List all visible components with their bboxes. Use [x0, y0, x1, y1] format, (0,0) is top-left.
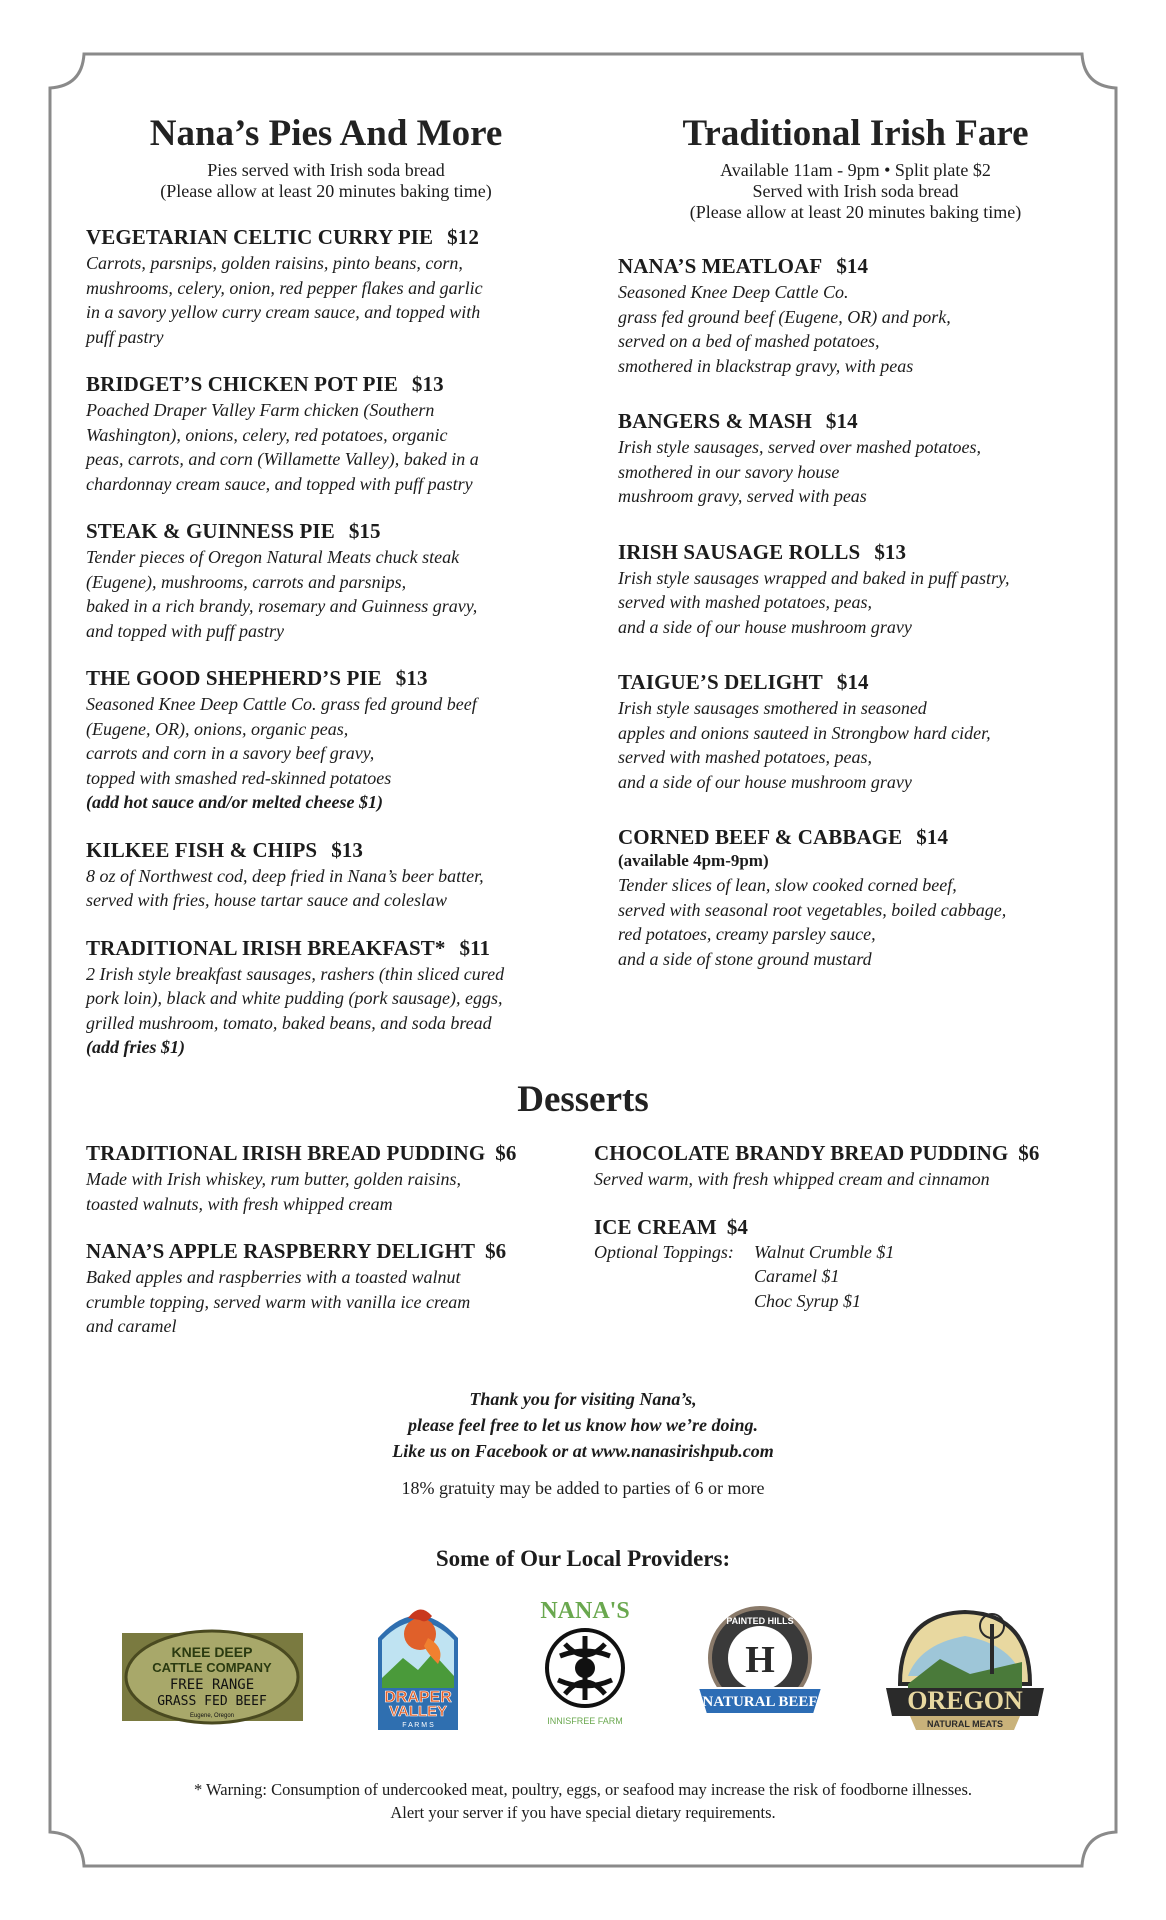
desc-line: and topped with puff pastry — [86, 620, 284, 641]
desc-line: mushrooms, celery, onion, red pepper flakes and garlic — [86, 277, 483, 298]
desc-line: carrots and corn in a savory beef gravy, — [86, 743, 375, 763]
item-description — [618, 696, 1093, 794]
logo-text: VALLEY — [388, 1703, 448, 1720]
item-price: $15 — [348, 519, 381, 543]
desc-line: 8 oz of Northwest cod, deep fried in Nana’s beer batter, — [86, 865, 484, 886]
item-name: IRISH SAUSAGE ROLLS — [618, 539, 861, 564]
topping-row — [594, 1289, 1094, 1314]
item-name: VEGETARIAN CELTIC CURRY PIE — [86, 225, 434, 249]
menu-item — [618, 253, 1093, 378]
item-description — [86, 545, 566, 643]
item-name: TAIGUE’S DELIGHT — [618, 670, 823, 694]
topping: Caramel $1 — [754, 1266, 840, 1286]
draper-valley-logo — [368, 1598, 468, 1738]
desc-line: pork loin), black and white pudding (pork sausage), eggs, — [86, 988, 503, 1008]
desc-line: baked in a rich brandy, rosemary and Guinness gravy, — [86, 596, 478, 616]
desc-line: in a savory yellow curry cream sauce, and topped with — [86, 302, 481, 322]
item-description — [618, 280, 1093, 378]
subtitle-line: Served with Irish soda bread — [752, 181, 959, 201]
item-title — [86, 935, 566, 961]
desc-line: smothered in blackstrap gravy, with peas — [618, 355, 914, 376]
desc-line: and a side of our house mushroom gravy — [618, 616, 912, 637]
item-title — [618, 824, 1093, 850]
menu-item — [86, 1140, 586, 1216]
desc-line: topped with smashed red-skinned potatoes — [86, 767, 392, 788]
item-price: $13 — [395, 666, 428, 690]
topping-row — [594, 1264, 1094, 1289]
food-safety-warning — [0, 1778, 1166, 1824]
item-description — [86, 962, 566, 1060]
item-title — [594, 1214, 1094, 1240]
item-title — [86, 837, 566, 863]
desc-line: Irish style sausages, served over mashed potatoes, — [618, 437, 981, 457]
logo-text: OREGON — [907, 1686, 1023, 1715]
menu-item — [86, 1238, 586, 1339]
menu-item — [86, 371, 566, 496]
item-name: THE GOOD SHEPHERD’S PIE — [86, 666, 382, 690]
desc-line: Tender slices of lean, slow cooked corned beef, — [618, 875, 957, 895]
desserts-left-column — [86, 1120, 586, 1339]
desc-line: Made with Irish whiskey, rum butter, golden raisins, — [86, 1169, 461, 1189]
logo-text: F A R M S — [402, 1722, 434, 1729]
logo-text: NATURAL BEEF — [702, 1694, 818, 1710]
topping: Walnut Crumble $1 — [754, 1241, 895, 1262]
item-title — [618, 253, 1093, 279]
desc-line: Washington), onions, celery, red potatoes, organic — [86, 424, 448, 445]
provider-logos — [0, 1592, 1166, 1742]
desc-line: puff pastry — [86, 326, 164, 347]
item-name: TRADITIONAL IRISH BREAKFAST* — [86, 935, 446, 960]
logo-text: Eugene, Oregon — [189, 1713, 235, 1719]
item-name: TRADITIONAL IRISH BREAD PUDDING — [86, 1141, 486, 1165]
irish-fare-section — [618, 112, 1093, 971]
thanks-line: please feel free to let us know how we’re doing. — [408, 1415, 758, 1435]
item-name: CORNED BEEF & CABBAGE — [618, 825, 903, 849]
item-title — [86, 518, 566, 544]
subtitle-line: (Please allow at least 20 minutes baking time) — [160, 181, 492, 201]
item-note: (add fries $1) — [86, 1037, 185, 1057]
oregon-natural-meats-logo — [880, 1604, 1050, 1734]
desc-line: Seasoned Knee Deep Cattle Co. grass fed ground beef — [86, 694, 477, 714]
menu-item — [594, 1214, 1094, 1314]
menu-item — [86, 837, 566, 913]
desc-line: served with mashed potatoes, peas, — [618, 747, 872, 767]
item-title — [86, 1140, 586, 1166]
item-description — [86, 398, 566, 496]
item-price: $11 — [459, 935, 491, 960]
item-price: $12 — [447, 225, 479, 249]
irish-fare-subtitle — [618, 160, 1093, 223]
topping-row — [594, 1240, 1094, 1265]
knee-deep-cattle-logo — [120, 1627, 305, 1727]
subtitle-line: (Please allow at least 20 minutes baking time) — [689, 202, 1022, 222]
item-title — [618, 539, 1093, 565]
item-description — [86, 1167, 586, 1216]
desc-line: peas, carrots, and corn (Willamette Valley), baked in a — [86, 449, 479, 469]
pies-subtitle — [86, 160, 566, 202]
desc-line: (Eugene, OR), onions, organic peas, — [86, 718, 349, 739]
item-price: $14 — [916, 825, 949, 849]
gratuity-note: 18% gratuity may be added to parties of 6 or more — [401, 1478, 765, 1498]
item-price: $6 — [1018, 1141, 1040, 1165]
item-price: $13 — [874, 539, 907, 564]
menu-item — [86, 935, 566, 1060]
desc-line: red potatoes, creamy parsley sauce, — [618, 924, 876, 944]
item-price: $14 — [825, 409, 858, 433]
desc-line: grilled mushroom, tomato, baked beans, and soda bread — [86, 1012, 492, 1033]
menu-item — [618, 408, 1093, 509]
item-description — [86, 692, 566, 815]
desc-line: mushroom gravy, served with peas — [618, 486, 867, 506]
menu-item — [618, 824, 1093, 971]
item-price: $14 — [836, 254, 869, 278]
providers-title: Some of Our Local Providers: — [435, 1546, 731, 1571]
item-name: NANA’S MEATLOAF — [618, 254, 823, 278]
item-description — [86, 251, 566, 349]
desc-line: Irish style sausages smothered in seasoned — [618, 698, 927, 718]
thanks-line: Thank you for visiting Nana’s, — [469, 1389, 697, 1409]
desc-line: and caramel — [86, 1316, 177, 1336]
item-name: STEAK & GUINNESS PIE — [86, 519, 335, 543]
item-title — [86, 665, 566, 691]
desc-line: served with mashed potatoes, peas, — [618, 592, 872, 612]
ice-cream-toppings — [594, 1240, 1094, 1314]
irish-fare-title: Traditional Irish Fare — [682, 113, 1029, 154]
subtitle-line: Pies served with Irish soda bread — [207, 160, 445, 180]
item-name: NANA’S APPLE RASPBERRY DELIGHT — [86, 1239, 476, 1263]
item-price: $13 — [331, 837, 364, 862]
logo-text: INNISFREE FARM — [547, 1716, 623, 1726]
logo-text: FREE RANGE — [169, 1677, 255, 1693]
item-description — [86, 1265, 586, 1339]
pies-section — [86, 112, 566, 1060]
item-description — [594, 1167, 1094, 1192]
desc-line: smothered in our savory house — [618, 461, 840, 482]
menu-item — [618, 539, 1093, 640]
painted-hills-logo — [690, 1602, 830, 1732]
desc-line: served with fries, house tartar sauce and coleslaw — [86, 890, 447, 910]
logo-text: PAINTED HILLS — [726, 1616, 794, 1626]
logo-text: NANA'S — [540, 1598, 630, 1624]
item-price: $6 — [485, 1239, 507, 1263]
item-name: ICE CREAM — [594, 1214, 717, 1239]
desc-line: Tender pieces of Oregon Natural Meats chuck steak — [86, 547, 460, 567]
item-price: $4 — [726, 1214, 749, 1239]
item-title — [86, 224, 566, 250]
item-title — [594, 1140, 1094, 1166]
menu-item — [86, 665, 566, 815]
desc-line: crumble topping, served warm with vanilla ice cream — [86, 1291, 471, 1312]
svg-text:H: H — [745, 1639, 775, 1681]
item-description — [618, 435, 1093, 509]
topping: Choc Syrup $1 — [754, 1290, 861, 1311]
desc-line: Poached Draper Valley Farm chicken (Southern — [86, 400, 435, 420]
logo-text: CATTLE COMPANY — [152, 1660, 272, 1675]
desc-line: Served warm, with fresh whipped cream and cinnamon — [594, 1169, 990, 1189]
logo-text: KNEE DEEP — [171, 1644, 253, 1660]
desc-line: Carrots, parsnips, golden raisins, pinto beans, corn, — [86, 253, 463, 273]
desc-line: and a side of our house mushroom gravy — [618, 771, 912, 792]
item-name: CHOCOLATE BRANDY BREAD PUDDING — [594, 1141, 1009, 1165]
desc-line: Baked apples and raspberries with a toasted walnut — [86, 1267, 461, 1287]
item-description — [618, 873, 1093, 971]
desc-line: apples and onions sauteed in Strongbow hard cider, — [618, 722, 991, 743]
desc-line: and a side of stone ground mustard — [618, 948, 872, 969]
desc-line: Irish style sausages wrapped and baked in puff pastry, — [618, 567, 1010, 588]
item-title — [618, 669, 1093, 695]
item-name: KILKEE FISH & CHIPS — [86, 837, 318, 862]
item-price: $6 — [495, 1141, 517, 1165]
item-description — [86, 864, 566, 913]
desc-line: chardonnay cream sauce, and topped with puff pastry — [86, 473, 473, 494]
subtitle-line: Available 11am - 9pm • Split plate $2 — [720, 160, 991, 180]
nanas-innisfree-logo — [530, 1596, 640, 1736]
desc-line: toasted walnuts, with fresh whipped cream — [86, 1193, 393, 1214]
item-title — [86, 371, 566, 397]
item-title — [618, 408, 1093, 434]
item-price: $14 — [836, 670, 869, 694]
desc-line: 2 Irish style breakfast sausages, rashers (thin sliced cured — [86, 963, 505, 984]
logo-text: NATURAL MEATS — [927, 1719, 1003, 1729]
menu-item — [594, 1140, 1094, 1192]
desc-line: grass fed ground beef (Eugene, OR) and pork, — [618, 306, 951, 327]
logo-text: GRASS FED BEEF — [157, 1694, 267, 1709]
item-name: BANGERS & MASH — [618, 409, 812, 433]
item-title — [86, 1238, 586, 1264]
desc-line: served with seasonal root vegetables, boiled cabbage, — [618, 899, 1007, 920]
menu-item — [86, 518, 566, 643]
item-name: BRIDGET’S CHICKEN POT PIE — [86, 372, 398, 396]
thanks-line: Like us on Facebook or at www.nanasirishpub.com — [392, 1441, 774, 1461]
item-price: $13 — [411, 372, 444, 396]
desc-line: served on a bed of mashed potatoes, — [618, 331, 880, 351]
toppings-label: Optional Toppings: — [594, 1241, 734, 1262]
desserts-title: Desserts — [517, 1079, 649, 1120]
menu-item — [618, 669, 1093, 794]
pies-title: Nana’s Pies And More — [149, 113, 503, 154]
menu-item — [86, 224, 566, 349]
item-note: (available 4pm-9pm) — [618, 851, 769, 870]
desc-line: (Eugene), mushrooms, carrots and parsnips, — [86, 571, 407, 592]
item-description — [618, 566, 1093, 640]
desserts-right-column — [594, 1120, 1094, 1313]
desc-line: Seasoned Knee Deep Cattle Co. — [618, 282, 849, 302]
warning-line: * Warning: Consumption of undercooked meat, poultry, eggs, or seafood may increase the risk of foodborne illnesses. — [193, 1780, 973, 1799]
thank-you-message — [0, 1386, 1166, 1464]
logo-text: DRAPER — [384, 1689, 452, 1706]
item-note: (add hot sauce and/or melted cheese $1) — [86, 792, 383, 812]
warning-line: Alert your server if you have special dietary requirements. — [390, 1803, 776, 1822]
